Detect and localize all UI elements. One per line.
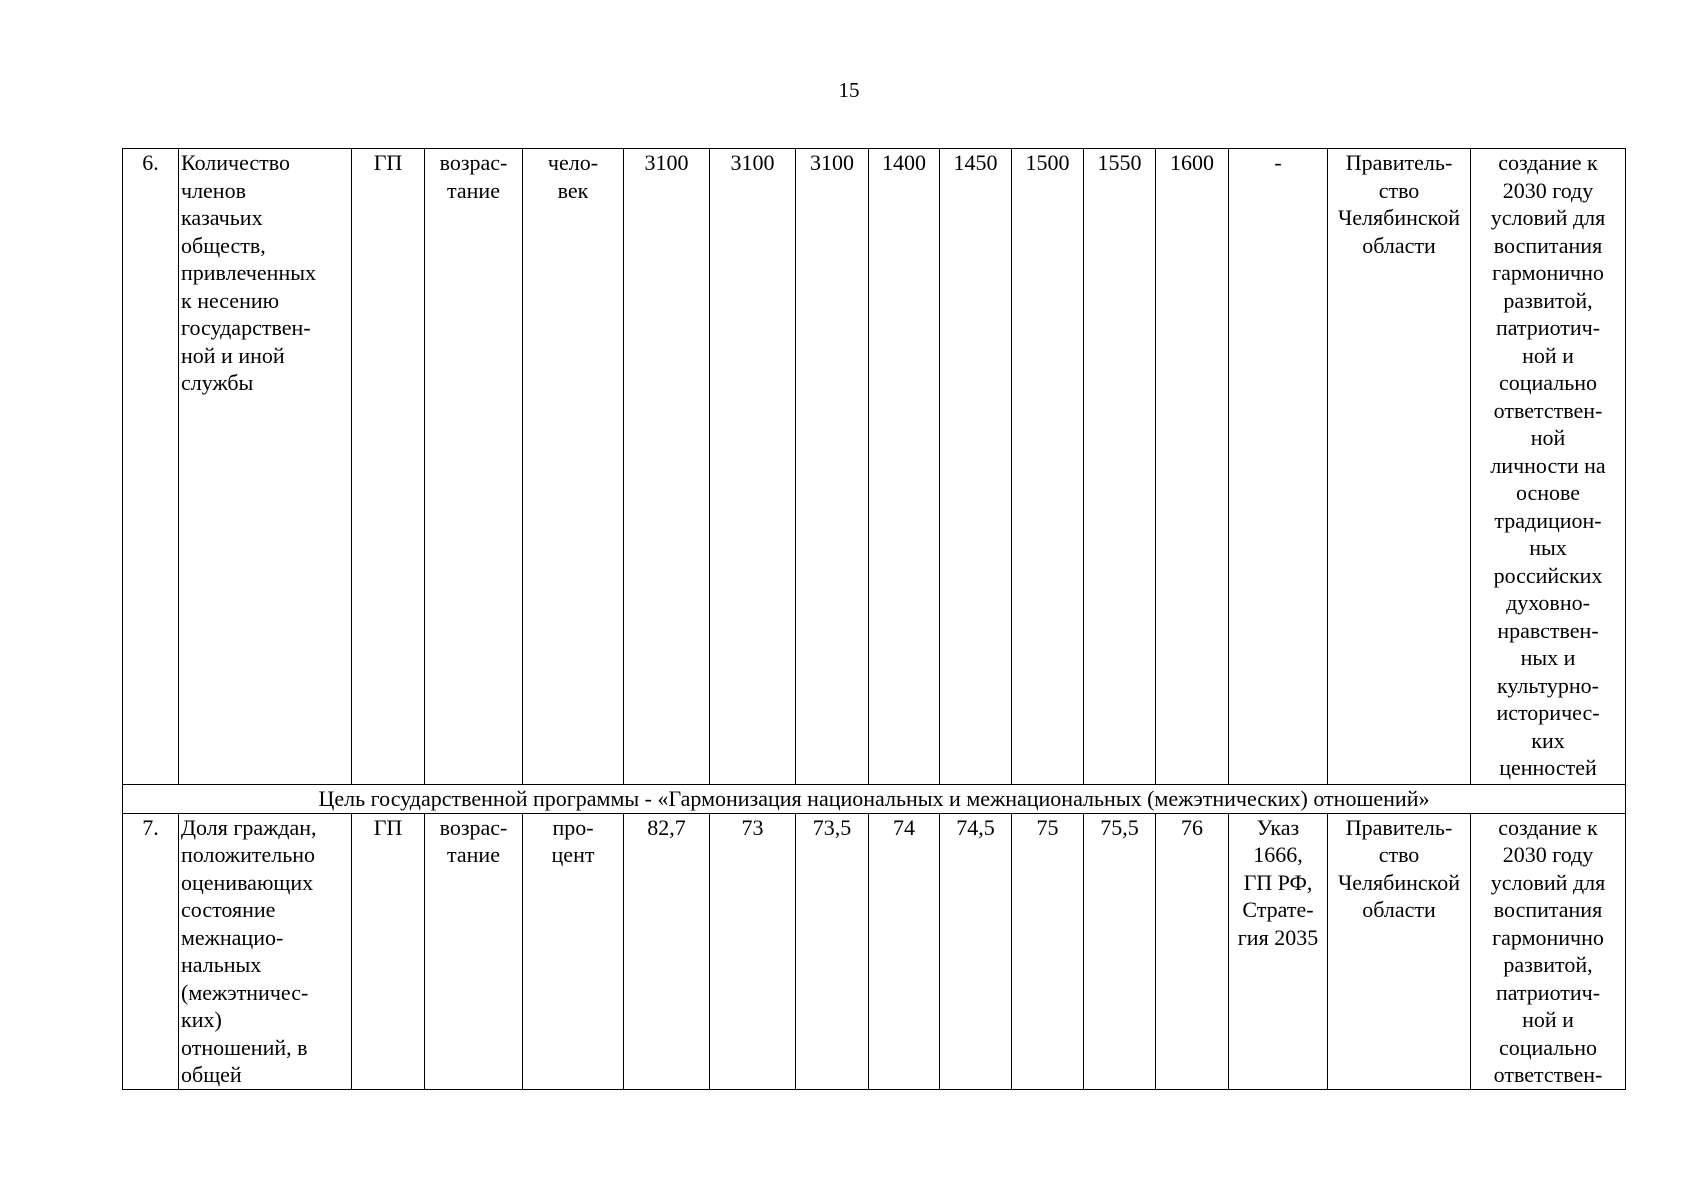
- cell-line: ной и иной: [181, 342, 285, 368]
- cell-line: развитой,: [1503, 952, 1593, 977]
- cell-line: Доля граждан,: [181, 814, 317, 840]
- cell-line: Количество: [181, 150, 291, 175]
- indicators-table: [122, 148, 1626, 1090]
- row-number: 6.: [123, 149, 179, 785]
- cell-line: ных: [1529, 535, 1567, 560]
- cell-line: ной и: [1522, 342, 1574, 368]
- cell-line: ответствен-: [1493, 1062, 1603, 1087]
- cell-line: области: [1362, 232, 1436, 258]
- indicator-name: [179, 149, 352, 785]
- cell-line: Правитель-: [1345, 150, 1453, 175]
- cell-line: ГП РФ,: [1243, 869, 1313, 895]
- cell-line: социально: [1498, 1034, 1598, 1060]
- cell-line: Правитель-: [1345, 814, 1453, 840]
- cell-line: условий для: [1490, 205, 1606, 230]
- cell-line: гия 2035: [1237, 924, 1319, 950]
- cell-line: развитой,: [1503, 287, 1593, 313]
- responsible-executor: [1328, 813, 1471, 1089]
- indicator-value: 3100: [796, 149, 869, 785]
- cell-line: оценивающих: [181, 869, 314, 895]
- cell-line: гармонично: [1492, 924, 1604, 950]
- indicator-value: 76: [1156, 813, 1229, 1089]
- cell-line: цент: [551, 842, 595, 867]
- cell-line: 2030 году: [1502, 842, 1594, 867]
- cell-line: нравствен-: [1497, 617, 1599, 643]
- goal-heading-row: [123, 785, 1626, 814]
- cell-line: 2030 году: [1502, 177, 1594, 203]
- cell-line: патриотич-: [1495, 315, 1601, 340]
- cell-line: ответствен-: [1493, 397, 1603, 423]
- indicator-value: 73: [710, 813, 796, 1089]
- cell-line: государствен-: [181, 315, 311, 340]
- cell-line: обществ,: [181, 232, 266, 258]
- indicator-value: 75,5: [1084, 813, 1156, 1089]
- cell-line: ной и: [1522, 1007, 1574, 1032]
- cell-line: российских: [1493, 562, 1603, 588]
- row-number: 7.: [123, 813, 179, 1089]
- goal-heading: Цель государственной программы - «Гармонизация национальных и межнациональных (межэтнических) отношений»: [123, 785, 1626, 814]
- cell-line: историчес-: [1496, 700, 1600, 725]
- cell-line: Челябинской: [1337, 205, 1460, 230]
- cell-line: патриотич-: [1495, 979, 1601, 1005]
- cell-line: гармонично: [1492, 260, 1604, 285]
- cell-line: к несению: [181, 287, 280, 313]
- indicator-value: 1500: [1012, 149, 1084, 785]
- indicator-value: 1550: [1084, 149, 1156, 785]
- cell-line: век: [557, 177, 589, 203]
- cell-line: культурно-: [1496, 672, 1599, 698]
- indicator-value: 82,7: [624, 813, 710, 1089]
- cell-line: членов: [181, 177, 246, 203]
- indicator-value: 1600: [1156, 149, 1229, 785]
- indicator-trend: [425, 149, 523, 785]
- cell-line: ство: [1378, 177, 1420, 203]
- indicator-value: 1450: [940, 149, 1012, 785]
- cell-line: создание к: [1498, 150, 1598, 175]
- indicator-value: 1400: [869, 149, 940, 785]
- table-row: [123, 813, 1626, 1089]
- cell-line: личности на: [1490, 452, 1606, 478]
- indicator-name: [179, 813, 352, 1089]
- cell-line: привлеченных: [181, 260, 316, 285]
- cell-line: воспитания: [1493, 232, 1603, 258]
- cell-line: -: [1274, 150, 1282, 175]
- cell-line: ценностей: [1499, 755, 1597, 780]
- cell-line: казачьих: [181, 205, 263, 230]
- cell-line: межнацио-: [181, 924, 284, 950]
- cell-line: социально: [1498, 370, 1598, 395]
- cell-line: Указ: [1256, 814, 1300, 840]
- indicator-source: ГП: [352, 813, 425, 1089]
- cell-line: про-: [552, 814, 594, 840]
- cell-line: тание: [447, 842, 500, 867]
- cell-line: возрас-: [439, 814, 508, 840]
- indicator-value: 73,5: [796, 813, 869, 1089]
- table-row: [123, 149, 1626, 785]
- cell-line: Страте-: [1242, 897, 1314, 922]
- indicator-value: 74,5: [940, 813, 1012, 1089]
- cell-line: традицион-: [1494, 507, 1602, 533]
- cell-line: ной: [1530, 425, 1566, 450]
- cell-line: положительно: [181, 842, 316, 867]
- cell-line: ство: [1378, 842, 1420, 867]
- page-number: 15: [838, 78, 860, 102]
- indicator-trend: [425, 813, 523, 1089]
- cell-line: состояние: [181, 897, 276, 922]
- cell-line: тание: [447, 177, 500, 203]
- national-goal-link: [1471, 813, 1626, 1089]
- cell-line: возрас-: [439, 150, 508, 175]
- cell-line: ных и: [1520, 645, 1576, 670]
- cell-line: нальных: [181, 952, 262, 977]
- national-goal-link: [1471, 149, 1626, 785]
- cell-line: ких: [1531, 727, 1565, 753]
- indicator-unit: [523, 149, 624, 785]
- cell-line: чело-: [547, 150, 599, 175]
- cell-line: основе: [1515, 480, 1581, 505]
- indicator-value: 75: [1012, 813, 1084, 1089]
- cell-line: отношений, в: [181, 1034, 308, 1060]
- indicator-source: ГП: [352, 149, 425, 785]
- cell-line: области: [1362, 897, 1436, 922]
- cell-line: условий для: [1490, 869, 1606, 895]
- cell-line: (межэтничес-: [181, 979, 309, 1005]
- cell-line: духовно-: [1506, 590, 1590, 615]
- indicator-unit: [523, 813, 624, 1089]
- indicator-basis: [1229, 149, 1328, 785]
- cell-line: создание к: [1498, 814, 1598, 840]
- cell-line: Челябинской: [1337, 869, 1460, 895]
- indicator-value: 3100: [624, 149, 710, 785]
- cell-line: службы: [181, 370, 254, 395]
- indicator-value: 74: [869, 813, 940, 1089]
- cell-line: ких): [181, 1007, 222, 1032]
- indicator-value: 3100: [710, 149, 796, 785]
- cell-line: общей: [181, 1062, 242, 1087]
- responsible-executor: [1328, 149, 1471, 785]
- indicator-basis: [1229, 813, 1328, 1089]
- cell-line: 1666,: [1253, 842, 1303, 867]
- cell-line: воспитания: [1493, 897, 1603, 922]
